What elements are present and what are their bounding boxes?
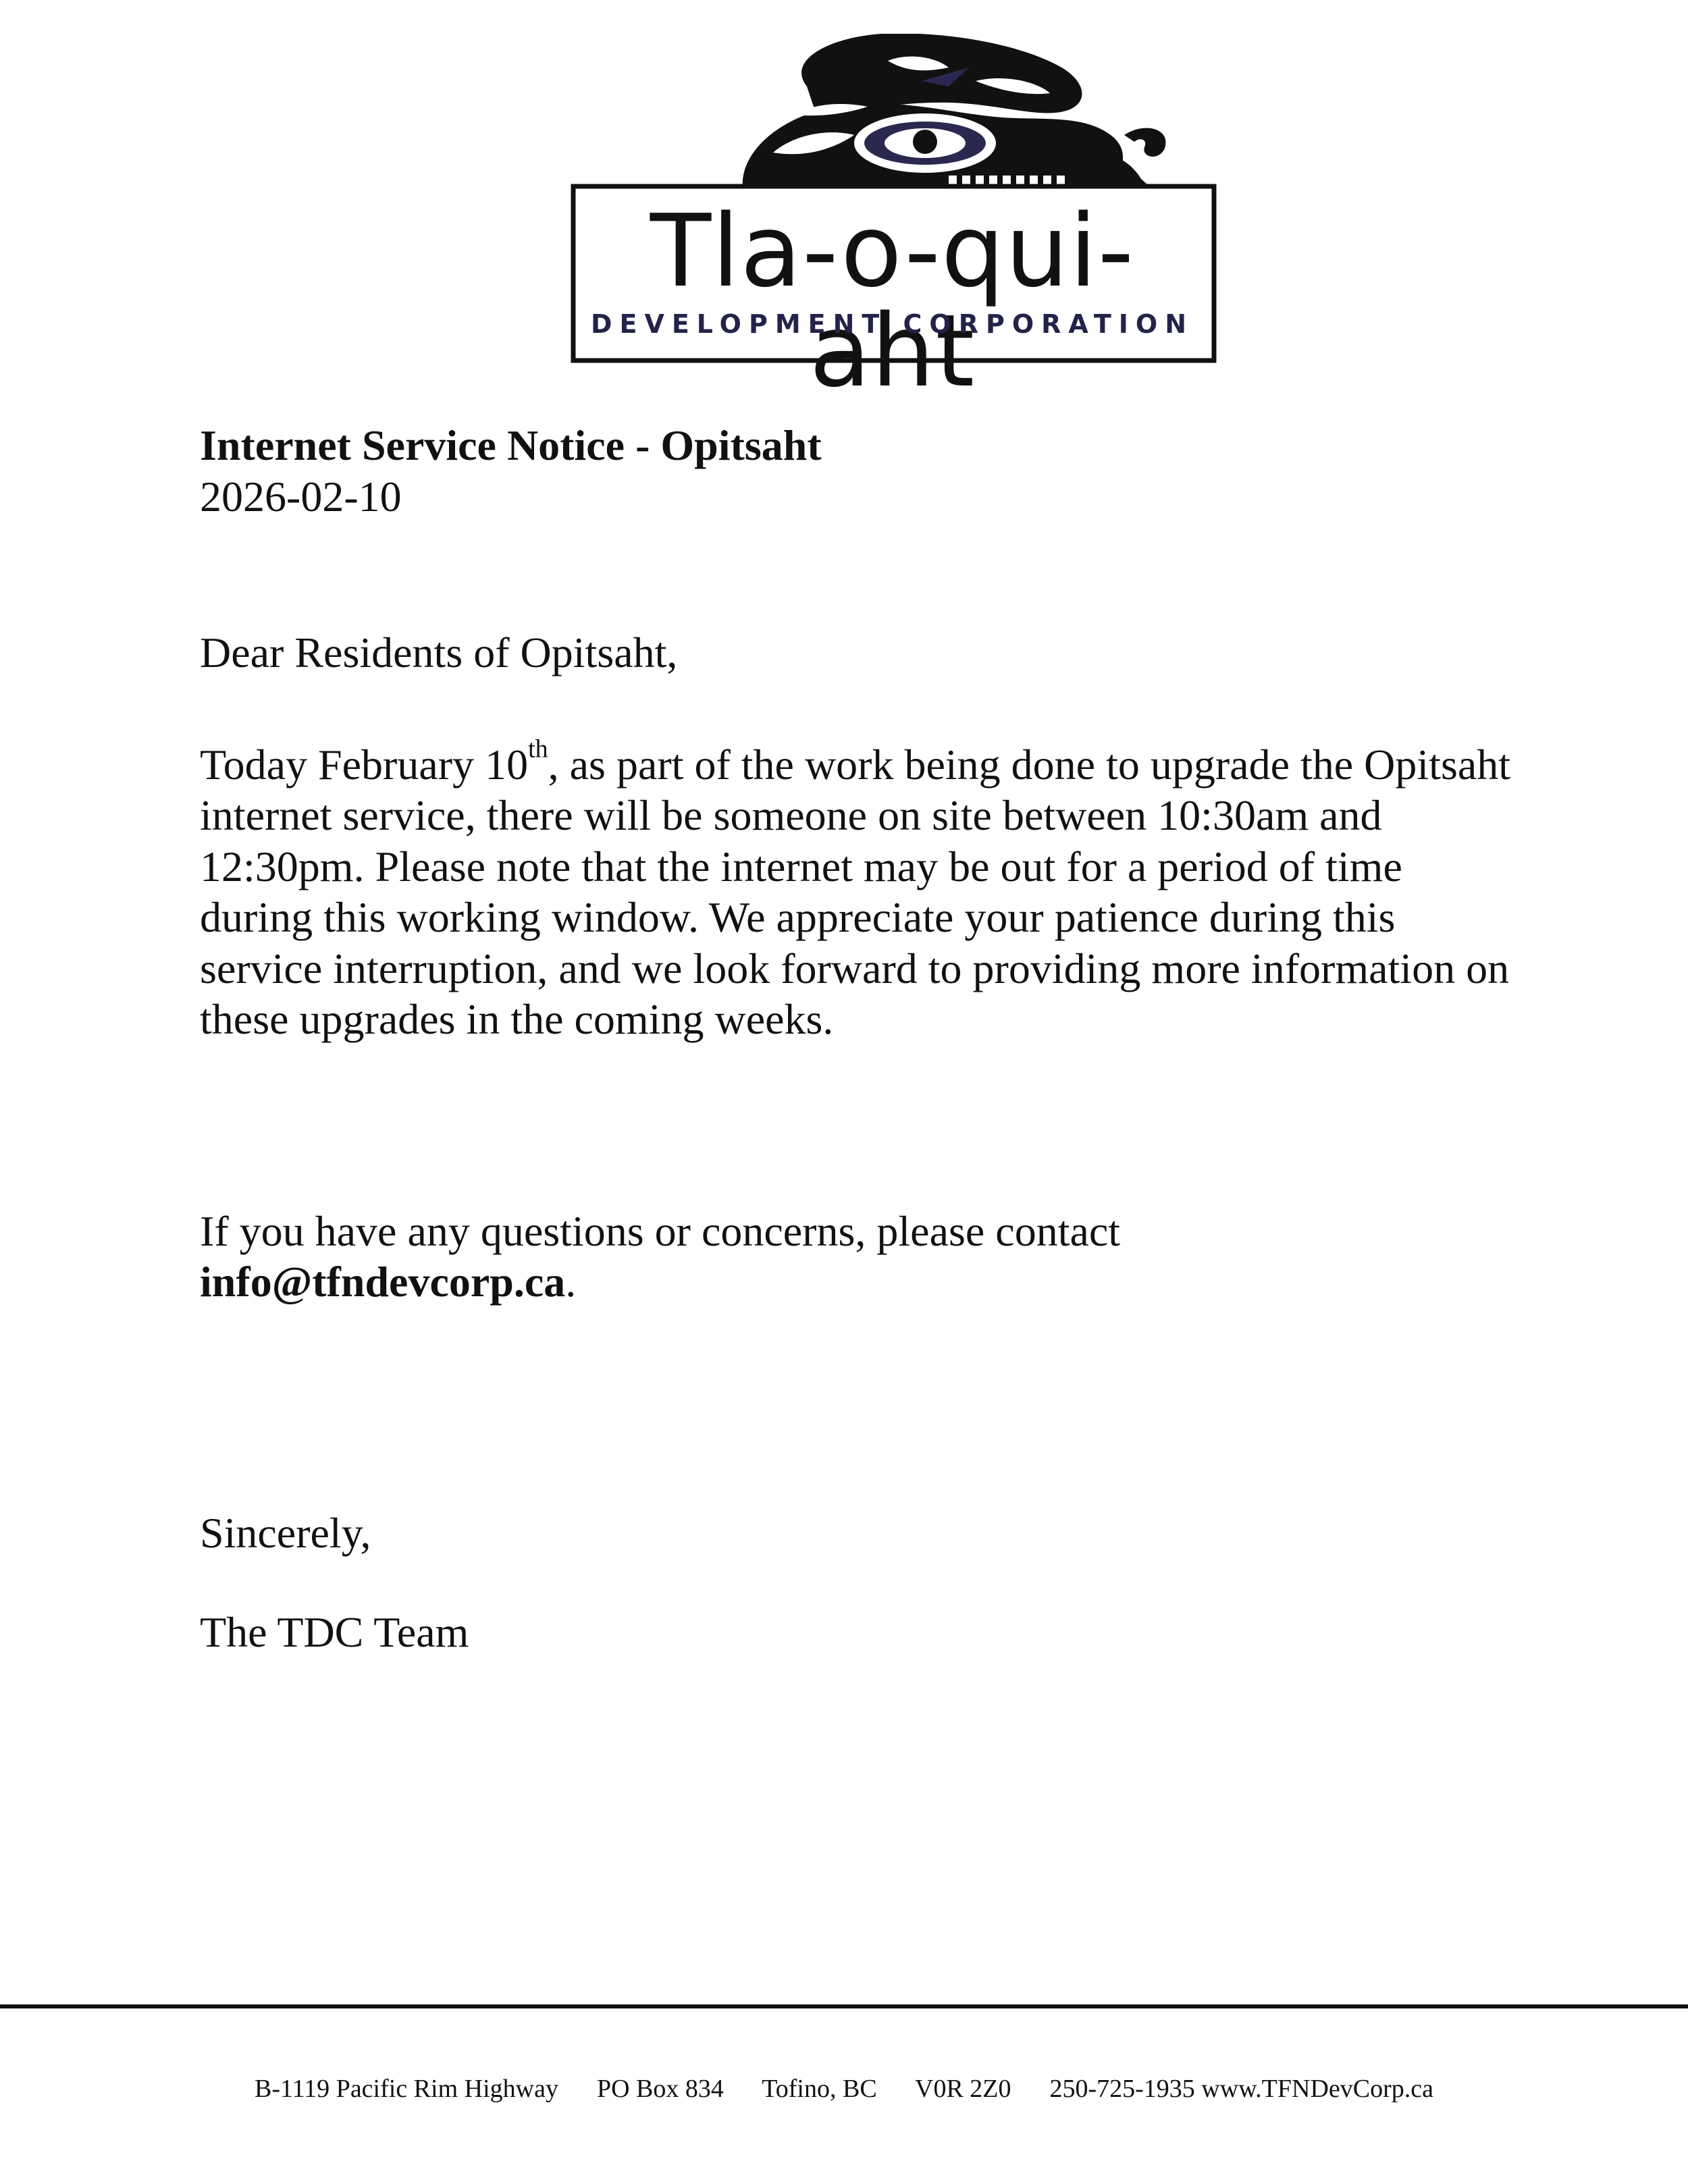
letter-body xyxy=(200,420,1523,1658)
contact-email-link[interactable]: info@tfndevcorp.ca xyxy=(200,1258,566,1306)
footer-postal: V0R 2Z0 xyxy=(915,2075,1011,2103)
contact-text: If you have any questions or concerns, please contact xyxy=(200,1206,1121,1255)
logo-subtitle: DEVELOPMENT CORPORATION xyxy=(590,309,1194,339)
contact-period: . xyxy=(565,1258,577,1306)
footer-phone-web: 250-725-1935 www.TFNDevCorp.ca xyxy=(1049,2075,1433,2103)
paragraph-rest: , as part of the work being done to upgrade the Opitsaht internet service, there will be someone on site between 10:30am and 12:30pm. Please note that the internet may be out for a period of time during this working window. We appreciate your patience during this service interruption, and we look forward to providing more information on these upgrades in the coming weeks. xyxy=(200,740,1511,1044)
closing: Sincerely, xyxy=(200,1508,371,1557)
notice-paragraph xyxy=(200,735,1523,1045)
footer-divider xyxy=(0,2004,1688,2008)
notice-date: 2026-02-10 xyxy=(200,472,402,521)
logo-wordmark: Tla-o-qui-aht xyxy=(650,193,1135,409)
footer-address xyxy=(0,2074,1688,2104)
greeting: Dear Residents of Opitsaht, xyxy=(200,629,678,677)
notice-title: Internet Service Notice - Opitsaht xyxy=(200,421,822,469)
signature: The TDC Team xyxy=(200,1608,469,1657)
company-logo xyxy=(571,34,1232,409)
ordinal-suffix: th xyxy=(528,735,548,764)
footer-city: Tofino, BC xyxy=(762,2075,877,2103)
contact-paragraph xyxy=(200,1206,1523,1308)
paragraph-start: Today February 10 xyxy=(200,740,529,789)
footer-street: B-1119 Pacific Rim Highway xyxy=(255,2075,558,2103)
footer-po-box: PO Box 834 xyxy=(596,2075,724,2103)
